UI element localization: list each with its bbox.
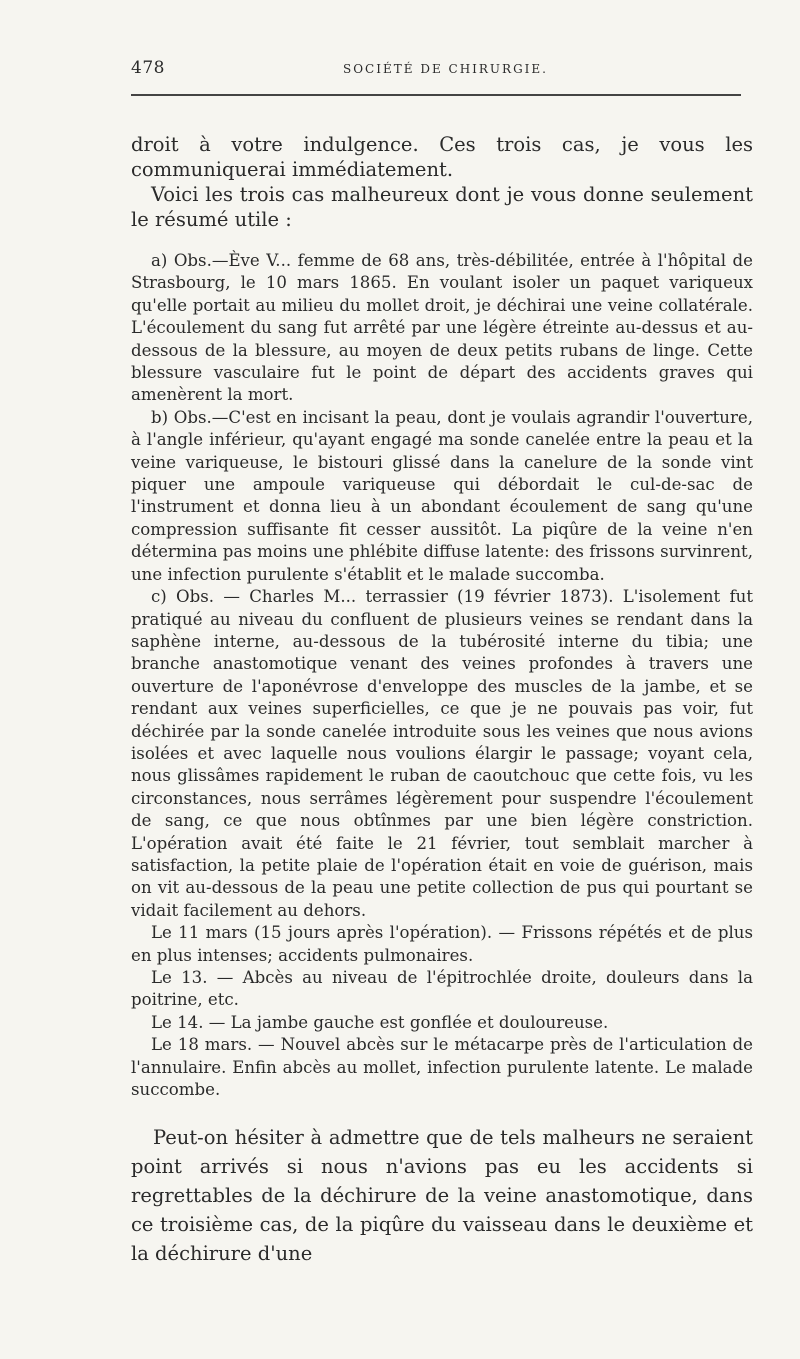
intro-text [131,132,753,232]
case-reports [131,250,753,1101]
closing-text [131,1123,753,1268]
intro-paragraph-2: Voici les trois cas malheureux dont je vous donne seulement le résumé utile : [131,183,753,231]
case-c: c) Obs. — Charles M... terrassier (19 février 1873). L'isolement fut pratiqué au niveau du confluent de plusieurs veines se rendant dans la saphène interne, au-dessous de la tubérosité interne du tibia; une branche anastomotique venant des veines profondes à travers une ouverture de l'aponévrose d'enveloppe des muscles de la jambe, et se rendant aux veines superficielles, ce que je ne pouvais pas voir, fut déchirée par la sonde canelée introduite sous les veines que nous avions isolées et avec laquelle nous voulions élargir le passage; voyant cela, nous glissâmes rapidement le ruban de caoutchouc que cette fois, vu les circonstances, nous serrâmes légèrement pour suspendre l'écoulement de sang, ce que nous obtînmes par une bien légère constriction. L'opération avait été faite le 21 février, tout semblait marcher à satisfaction, la petite plaie de l'opération était en voie de guérison, mais on vit au-dessous de la peau une petite collection de pus qui pourtant se vidait facilement au dehors. [131,587,753,920]
page-header [131,58,753,86]
case-a: a) Obs.—Ève V... femme de 68 ans, très-débilitée, entrée à l'hôpital de Strasbourg, le 10 mars 1865. En voulant isoler un paquet variqueux qu'elle portait au milieu du mollet droit, je déchirai une veine collatérale. L'écoulement du sang fut arrêté par une légère étreinte au-dessus et au-dessous de la blessure, au moyen de deux petits rubans de linge. Cette blessure vasculaire fut le point de départ des accidents graves qui amenèrent la mort. [131,251,753,405]
running-head: SOCIÉTÉ DE CHIRURGIE. [343,62,548,76]
page-number: 478 [131,58,165,78]
book-page [131,58,753,1268]
case-c-march-18: Le 18 mars. — Nouvel abcès sur le métacarpe près de l'articulation de l'annulaire. Enfin abcès au mollet, infection purulente latente. Le malade succombe. [131,1035,753,1100]
case-b: b) Obs.—C'est en incisant la peau, dont je voulais agrandir l'ouverture, à l'angle inférieur, qu'ayant engagé ma sonde canelée entre la peau et la veine variqueuse, le bistouri glissé dans la canelure de la sonde vint piquer une ampoule variqueuse qui débordait le cul-de-sac de l'instrument et donna lieu à un abondant écoulement de sang qu'une compression suffisante fit cesser aussitôt. La piqûre de la veine n'en détermina pas moins une phlébite diffuse latente: des frissons survinrent, une infection purulente s'établit et le malade succomba. [131,407,753,584]
closing-paragraph: Peut-on hésiter à admettre que de tels malheurs ne seraient point arrivés si nous n'avions pas eu les accidents si regrettables de la déchirure de la veine anastomotique, dans ce troisième cas, de la piqûre du vaisseau dans le deuxième et la déchirure d'une [131,1126,753,1266]
case-c-day-14: Le 14. — La jambe gauche est gonflée et douloureuse. [151,1012,609,1032]
header-rule [131,94,741,96]
case-c-day-13: Le 13. — Abcès au niveau de l'épitrochlée droite, douleurs dans la poitrine, etc. [131,968,753,1010]
intro-paragraph-1: droit à votre indulgence. Ces trois cas, je vous les communiquerai immédiatement. [131,133,753,181]
case-c-march-11: Le 11 mars (15 jours après l'opération). — Frissons répétés et de plus en plus intenses; accidents pulmonaires. [131,923,753,965]
